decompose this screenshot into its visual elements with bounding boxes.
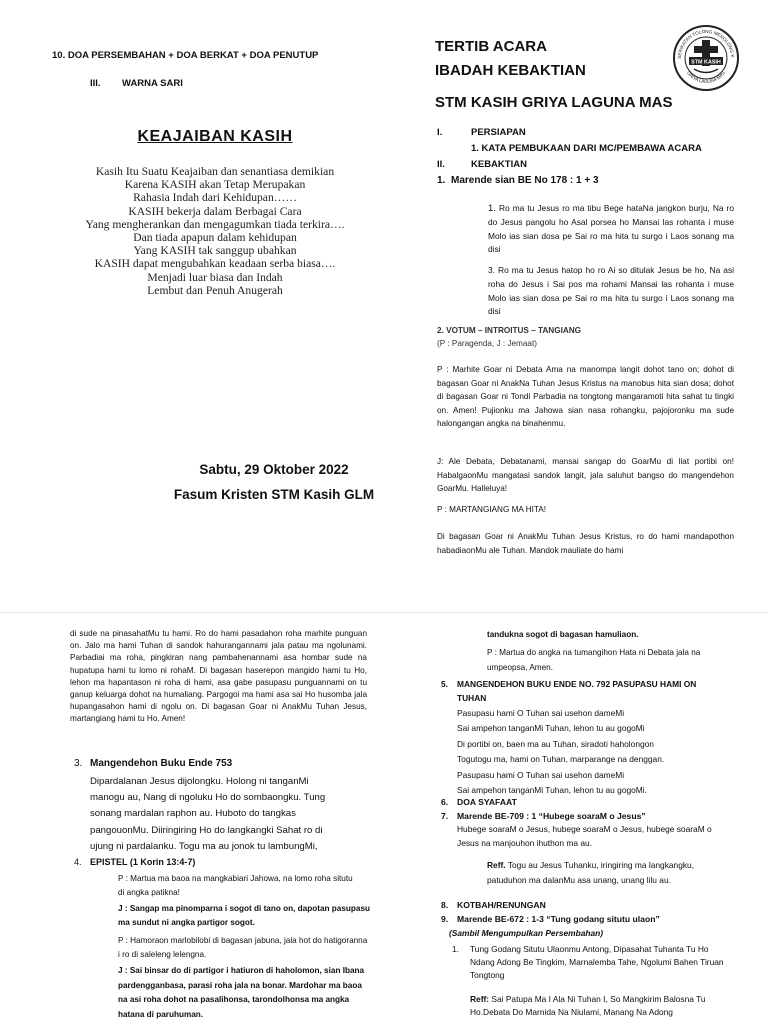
item-9-verse-1-text: Tung Godang Situtu Ulaonmu Antong, Dipasahat Tuhanta Tu Ho Ndang Adong Be Tingkim, Marnalemba Tahe, Ngolumi Bahen Tiruan Tongtong xyxy=(470,944,724,981)
lyric-line: Dipardalanan Jesus dijolongku. Holong ni tanganMi xyxy=(90,776,309,787)
lyric-line: Sai ampehon tanganMi Tuhan, lehon tu au gogoMi. xyxy=(457,785,647,796)
heading-doa-persembahan: 10. DOA PERSEMBAHAN + DOA BERKAT + DOA PENUTUP xyxy=(52,50,319,61)
refrain-7-label: Reff. xyxy=(487,860,506,870)
roman-i: I. xyxy=(437,127,443,138)
refrain-7 xyxy=(487,858,735,888)
epistel-p2: P : Hamoraon marlobilobi di bagasan jabuna, jala hot do hatigoranna i ro di saleleng lelengna. xyxy=(118,936,368,959)
heading-warna-sari xyxy=(90,78,183,89)
item-3 xyxy=(74,758,232,769)
lyric-line: ujung ni pardalanku. Togu ma au jonok tu lambungMi, xyxy=(90,840,318,852)
tandukna-line: tandukna sogot di bagasan hamuliaon. xyxy=(487,630,639,639)
poem-line: Rahasia Indah dari Kehidupan…… xyxy=(133,191,297,205)
item-5-heading-1: MANGENDEHON BUKU ENDE NO. 792 PASUPASU HAMI ON xyxy=(457,679,697,689)
votum-heading: 2. VOTUM – INTROITUS – TANGIANG xyxy=(437,326,582,335)
poem-body xyxy=(62,165,368,297)
item-9-sub: (Sambil Mengumpulkan Persembahan) xyxy=(449,928,604,938)
verse-1 xyxy=(488,202,734,257)
item-3-lyrics xyxy=(90,774,325,855)
item-7 xyxy=(441,811,646,821)
section-kebaktian xyxy=(437,159,527,170)
logo-ring-text-top: SERIKATAN TOLONG MENOLONG K xyxy=(676,28,736,59)
date-text: Sabtu, 29 Oktober 2022 xyxy=(199,462,349,477)
item-7-lyrics: Hubege soaraM o Jesus, hubege soaraM o Jesus, hubege soaraM o Jesus na manjouhon ihuthon ma au. xyxy=(457,824,712,848)
logo-banner-text: STM KASIH xyxy=(691,59,721,66)
poem-line: Karena KASIH akan Tetap Merupakan xyxy=(124,178,306,192)
item-5-number: 5. xyxy=(441,679,448,689)
item-8-number: 8. xyxy=(441,900,449,910)
poem-line: KASIH dapat mengubahkan keadaan serba biasa…. xyxy=(94,257,336,271)
item-3-number: 3. xyxy=(74,758,83,769)
logo-ring-text-bottom: GRIYA LAGUNA MAS xyxy=(685,70,727,85)
title-stm-kasih: STM KASIH GRIYA LAGUNA MAS xyxy=(435,94,673,111)
p-martua: P : Martua do angka na tumangihon Hata ni Debata jala na umpeopsa, Amen. xyxy=(487,648,701,672)
refrain-9 xyxy=(470,993,735,1019)
verse-1-number: 1. xyxy=(488,203,496,214)
refrain-9-label: Reff: xyxy=(470,994,490,1004)
item-9 xyxy=(441,914,660,924)
item-6-heading: DOA SYAFAAT xyxy=(457,797,517,807)
poem-line: Kasih Itu Suatu Keajaiban dan senantiasa demikian xyxy=(95,165,335,178)
item-6-number: 6. xyxy=(441,797,449,807)
poem-line: KASIH bekerja dalam Berbagai Cara xyxy=(128,204,302,218)
stm-kasih-logo xyxy=(672,24,740,92)
epistel-j2: J : Sai binsar do di partigor i hatiuron di haholomon, sian Ibana pardengganbasa, parasi roha jala na bonar. Mardohar ma baoa na asi roha dohot na pasalihonsa, tarondolhonsa ma angka hatana di paruhuman. xyxy=(118,966,365,1019)
item-7-heading: Marende BE-709 : 1 “Hubege soaraM o Jesus” xyxy=(457,811,646,821)
title-ibadah-kebaktian: IBADAH KEBAKTIAN xyxy=(435,62,586,79)
item-4 xyxy=(74,857,195,867)
roman-iii: III. xyxy=(90,78,101,89)
refrain-7-text: Togu au Jesus Tuhanku, iringiring ma langkangku, patuduhon ma dalanMu asa unang, unang lilu au. xyxy=(487,860,695,885)
item-4-number: 4. xyxy=(74,857,82,867)
item-9-verse-1 xyxy=(452,943,734,983)
verse-3: 3. Ro ma tu Jesus hatop ho ro Ai so ditulak Jesus be ho, Na asi roha do Jesus i Sai pos ma rohami Mansai las rohanta i muse Molo ias sian dosa pe Sai ro ma hita tu surgo i Laos sonang ma disi xyxy=(488,265,734,317)
item-5 xyxy=(441,677,696,705)
poem-line: Yang KASIH tak sanggup ubahkan xyxy=(133,244,297,258)
refrain-9-text: Sai Patupa Ma I Ala Ni Tuhan I, So Mangkirim Balosna Tu Ho.Debata Do Marnida Na Niulami, Manang Na Adong xyxy=(470,994,706,1018)
votum-j: J: Ale Debata, Debatanami, mansai sangap do GoarMu di liat portibi on! HabalgaonMu mangatasi sandok langit, jala saluhut bangso do mangendehon GoarMu. Halleluya! xyxy=(437,457,734,494)
votum-p: P : Marhite Goar ni Debata Ama na manompa langit dohot tano on; dohot di bagasan Goar ni AnakNa Tuhan Jesus Kristus na manobus hita sian dosa; dohot di bagasan Goar ni Tondi Parbadia na tongtong mangaramoti hita sahat tu tingki on. Amen! Pujionku ma Jahowa sian nasa rohangku, pajojoronku ma sude halongangan angka na binahenmu. xyxy=(437,365,734,429)
prayer-start: Di bagasan Goar ni AnakMu Tuhan Jesus Kristus, ro do hami mandapothon habadiaonMu ale Tuhan. Mandok mauliate do hami xyxy=(437,532,734,555)
item-9-heading: Marende BE-672 : 1-3 “Tung godang situtu ulaon” xyxy=(457,914,660,924)
item-1-number: 1. xyxy=(437,175,446,186)
item-8-heading: KOTBAH/RENUNGAN xyxy=(457,900,546,910)
title-tertib-acara: TERTIB ACARA xyxy=(435,38,547,55)
epistel-p1: P : Martua ma baoa na mangkabiari Jahowa, na lomo roha situtu di angka patikna! xyxy=(118,874,353,897)
poem-line: Menjadi luar biasa dan Indah xyxy=(147,270,283,284)
lyric-line: Pasupasu hami O Tuhan sai usehon dameMi xyxy=(457,708,625,718)
poem-line: Lembut dan Penuh Anugerah xyxy=(147,283,283,297)
item-9-verse-1-number: 1. xyxy=(452,944,459,954)
item-5-lyrics xyxy=(457,706,664,798)
item-kata-pembukaan: 1. KATA PEMBUKAAN DARI MC/PEMBAWA ACARA xyxy=(471,143,702,154)
item-8 xyxy=(441,900,546,910)
roman-ii: II. xyxy=(437,159,445,170)
lyric-line: Di portibi on, baen ma au Tuhan, siradoti haholongon xyxy=(457,738,654,749)
poem-line: Yang mengherankan dan mengagumkan tiada terkira…. xyxy=(85,217,345,231)
lyric-line: Pasupasu hami O Tuhan sai usehon dameMi xyxy=(457,769,625,780)
lyric-line: sonang mardalan raphon au. Huboto do tangkas xyxy=(90,808,296,820)
section-persiapan xyxy=(437,127,526,138)
item-7-number: 7. xyxy=(441,811,449,821)
lyric-line: pangouonMu. Diiringiring Ho do langkangki Sahat ro di xyxy=(90,824,323,836)
page-divider xyxy=(0,612,768,613)
kebaktian-label: KEBAKTIAN xyxy=(471,159,527,170)
venue-text: Fasum Kristen STM Kasih GLM xyxy=(173,487,375,502)
item-5-heading-2: TUHAN xyxy=(457,693,487,703)
lyric-line: Sai ampehon tanganMi Tuhan, lehon tu au gogoMi xyxy=(457,723,645,734)
item-6 xyxy=(441,797,517,807)
item-4-heading: EPISTEL (1 Korin 13:4-7) xyxy=(90,857,196,867)
prayer-continued: di sude na pinasahatMu tu hami. Ro do hami pasadahon roha marhite punguan on. Jalo ma hami Tuhan di sandok hahurangannami jala patau ma ngolunami. Parbadiai ma roha, pingkiran nang pambahenannami asa hombar sude na hupatupa hami tu lomo ni rohaM. Di bagasan haserepon mangido hami tu Ho, lehon ma hapantason ni roha di hami, asa gabe pasupasu punguannami on tu ganup keluarga dohot na humaliang. Pargogoi ma hami asa sai Ho husomba jala hupangasahon hami di ngolu on. Di bagasan Goar ni AnakMu Tuhan Jesus, martangiang hami tu Ho. Amen! xyxy=(70,629,367,724)
item-9-number: 9. xyxy=(441,914,449,924)
votum-legend: (P : Paragenda, J : Jemaat) xyxy=(437,339,537,348)
warna-sari-label: WARNA SARI xyxy=(122,78,183,89)
epistel-j1: J : Sangap ma pinomparna i sogot di tano on, dapotan pasupasu ma sundut ni angka partigor sogot. xyxy=(118,904,371,927)
lyric-line: manogu au, Nang di ngoluku Ho do sombaongku. Tung xyxy=(90,792,326,804)
item-3-heading: Mangendehon Buku Ende 753 xyxy=(90,758,233,769)
poem-title: KEAJAIBAN KASIH xyxy=(137,128,293,145)
item-1-text: Marende sian BE No 178 : 1 + 3 xyxy=(451,175,599,186)
lyric-line: Togutogu ma, hami on Tuhan, marparange na denggan. xyxy=(457,754,665,765)
poem-line: Dan tiada apapun dalam kehidupan xyxy=(133,231,297,245)
item-marende-178 xyxy=(437,175,599,186)
p-martangiang: P : MARTANGIANG MA HITA! xyxy=(437,505,547,514)
persiapan-label: PERSIAPAN xyxy=(471,127,526,138)
verse-1-text: Ro ma tu Jesus ro ma tibu Bege hataNa jangkon burju, Na ro do Jesus pangolu ho Asal porsea ho Mansai las rohanta i muse Molo ias sian dosa pe Sai ro ma hita tu surgo i Laos sonang ma disi xyxy=(488,203,735,255)
